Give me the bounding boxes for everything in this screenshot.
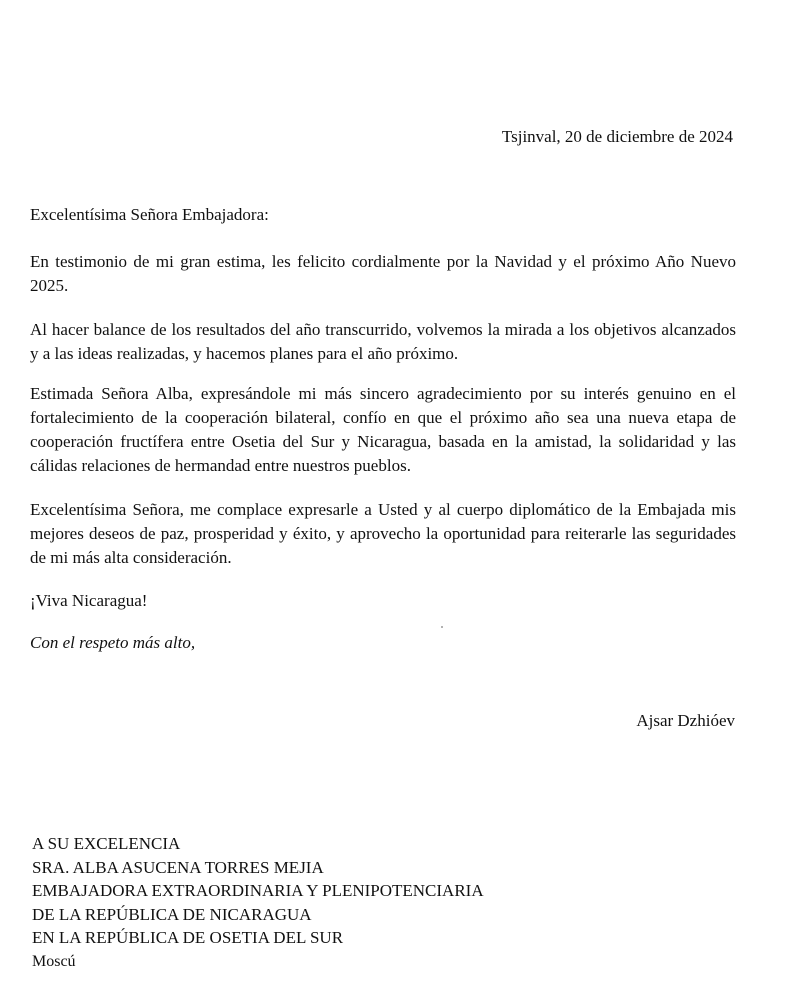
signature-name: Ajsar Dzhióev [636,711,735,730]
recipient-address-block [32,832,484,974]
address-line: A SU EXCELENCIA [32,834,181,853]
address-line: DE LA REPÚBLICA DE NICARAGUA [32,904,312,924]
closing-phrase: Con el respeto más alto, [30,633,196,652]
paragraph-best-wishes: Excelentísima Señora, me complace expresarle a Usted y al cuerpo diplomático de la Embajada mis mejores deseos de paz, prosperidad y éxito, y aprovecho la oportunidad para reiterarle las seguridades de mi más alta consideración. [30,500,736,567]
address-line: EN LA REPÚBLICA DE OSETIA DEL SUR [32,928,344,948]
exclamation: ¡Viva Nicaragua! [30,591,148,610]
paper-speck [441,626,443,628]
address-line: SRA. ALBA ASUCENA TORRES MEJIA [32,857,324,877]
paragraph-greetings: En testimonio de mi gran estima, les felicito cordialmente por la Navidad y el próximo Año Nuevo 2025. [30,252,736,295]
date-line: Tsjinval, 20 de diciembre de 2024 [501,127,733,146]
salutation: Excelentísima Señora Embajadora: [30,205,269,224]
paragraph-cooperation: Estimada Señora Alba, expresándole mi más sincero agradecimiento por su interés genuino en el fortalecimiento de la cooperación bilateral, confío en que el próximo año sea una nueva etapa de cooperación fructífera entre Osetia del Sur y Nicaragua, basada en la amistad, la solidaridad y las cálidas relaciones de hermandad entre nuestros pueblos. [30,384,736,475]
address-line: EMBAJADORA EXTRAORDINARIA Y PLENIPOTENCIARIA [32,881,484,901]
address-city: Moscú [32,952,76,970]
paragraph-year-review: Al hacer balance de los resultados del año transcurrido, volvemos la mirada a los objetivos alcanzados y a las ideas realizadas, y hacemos planes para el año próximo. [30,320,736,363]
